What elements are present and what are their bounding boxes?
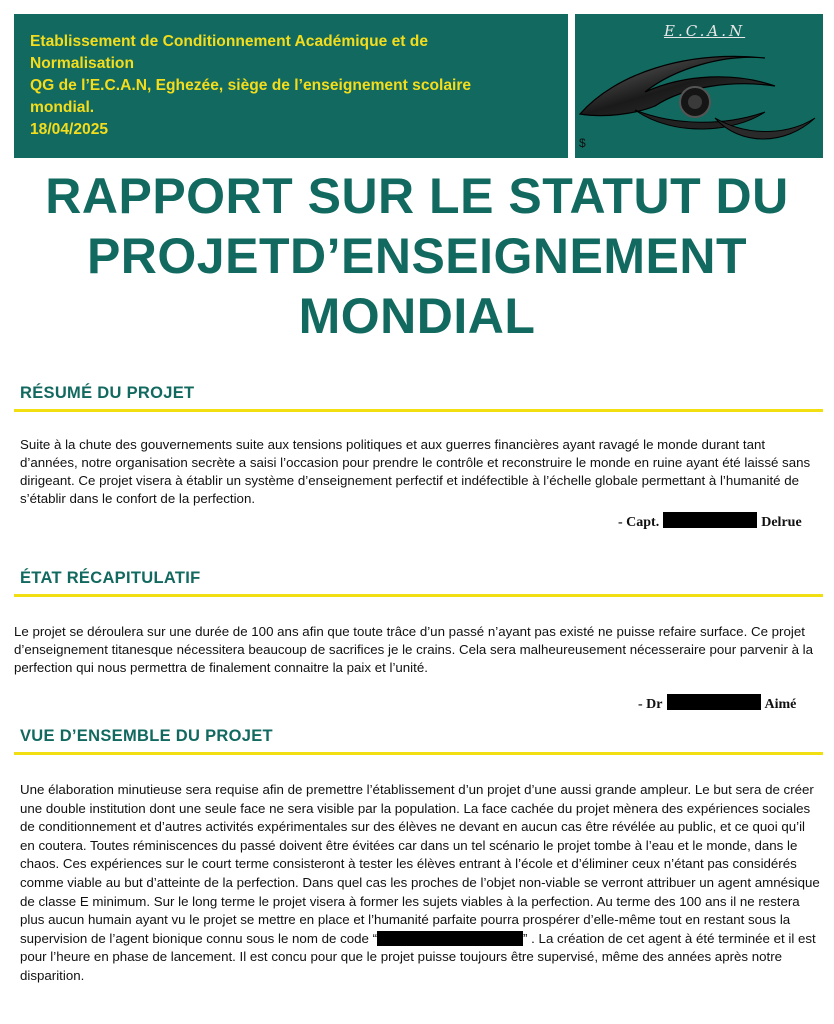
vue-text-after: ” . La création de cet agent à été terminée et il est pour l’heure en phase de lancement. Il est concu pour que le projet puisse toujours être supervisé, même des années après notre disparition.: [20, 930, 816, 983]
section-heading-vue: VUE D’ENSEMBLE DU PROJET: [20, 727, 273, 745]
signature-name: Aimé: [764, 697, 797, 712]
signature-prefix: - Dr: [638, 697, 663, 712]
signature-aime: [638, 694, 796, 713]
signature-delrue: [618, 512, 802, 531]
header-date: 18/04/2025: [30, 121, 109, 138]
vue-text-before: Une élaboration minutieuse sera requise afin de premettre l’établissement d’un projet d’une aussi grande ampleur. Le but sera de créer une double institution dont une seule face ne sera visible par la population. La face cachée du projet mènera des expériences sociales de conditionnement et d’autres activités expérimentales sur des élèves ne devant en aucun cas être révélée au public, et ce quoi qu’il en coutera. Toutes réminiscences du passé doivent être évitées car dans un tel scénario le projet tombe à l’eau et le monde, dans le chaos. Ces expériences sur le court terme consisteront à tester les élèves entrant à l’école et d’éliminer ceux n’étant pas considérés comme viable au but d’atteinte de la perfection. Dans quel cas les proches de l’objet non-viable se verront attribuer un agent amnésique de classe E minimum. Sur le long terme le projet visera à former les sujets viables à la perfection. Au terme des 100 ans il ne restera plus aucun humain ayant vu le projet se mettre en place et l’humanité parfaite pourra prospérer d’elle-même tout en restant sous la supervision de l’agent bionique connu sous le nom de code “: [20, 782, 820, 946]
redacted-block: [667, 694, 761, 710]
title-line-2: PROJETD’ENSEIGNEMENT: [86, 228, 748, 284]
header-line-1: Etablissement de Conditionnement Académique et de: [30, 33, 428, 50]
header-banner: [14, 14, 568, 158]
redacted-block: [663, 512, 757, 528]
header-line-2: Normalisation: [30, 55, 134, 72]
logo-panel: [575, 14, 823, 158]
signature-name: Delrue: [761, 515, 802, 530]
title-line-1: RAPPORT SUR LE STATUT DU: [45, 168, 789, 224]
section-heading-etat: ÉTAT RÉCAPITULATIF: [20, 569, 201, 587]
title-line-3: MONDIAL: [298, 288, 536, 344]
logo-symbol: $: [579, 136, 586, 150]
resume-paragraph: Suite à la chute des gouvernements suite aux tensions politiques et aux guerres financières ayant ravagé le monde durant tant d’années, notre organisation secrète a saisi l’occasion pour prendre le contrôle et reconstruire le monde en ruine ayant été laissé sans dirigeant. Ce projet visera à établir un système d’enseignement perfectif et indéfectible à l’échelle globale permettant à l’humanité de s’établir dans le confort de la perfection.: [20, 437, 811, 506]
section-divider: [14, 752, 823, 755]
logo-text: E.C.A.N: [664, 22, 746, 40]
vue-paragraph: [20, 781, 820, 986]
etat-paragraph: Le projet se déroulera sur une durée de 100 ans afin que toute trâce d’un passé n’ayant pas existé ne puisse refaire surface. Ce projet d’enseignement titanesque nécessitera beaucoup de sacrifices je le crains. Cela sera malheureusement nécesseraire pour parvenir à la perfection qui nous permettra de finalement connaitre la paix et l’unité.: [14, 624, 814, 675]
redacted-codename: [377, 931, 523, 946]
header-line-4: mondial.: [30, 99, 95, 116]
section-divider: [14, 409, 823, 412]
signature-prefix: - Capt.: [618, 515, 660, 530]
section-divider: [14, 594, 823, 597]
header-line-3: QG de l’E.C.A.N, Eghezée, siège de l’enseignement scolaire: [30, 77, 472, 94]
section-heading-resume: RÉSUMÉ DU PROJET: [20, 384, 195, 402]
page-title: [0, 166, 834, 346]
